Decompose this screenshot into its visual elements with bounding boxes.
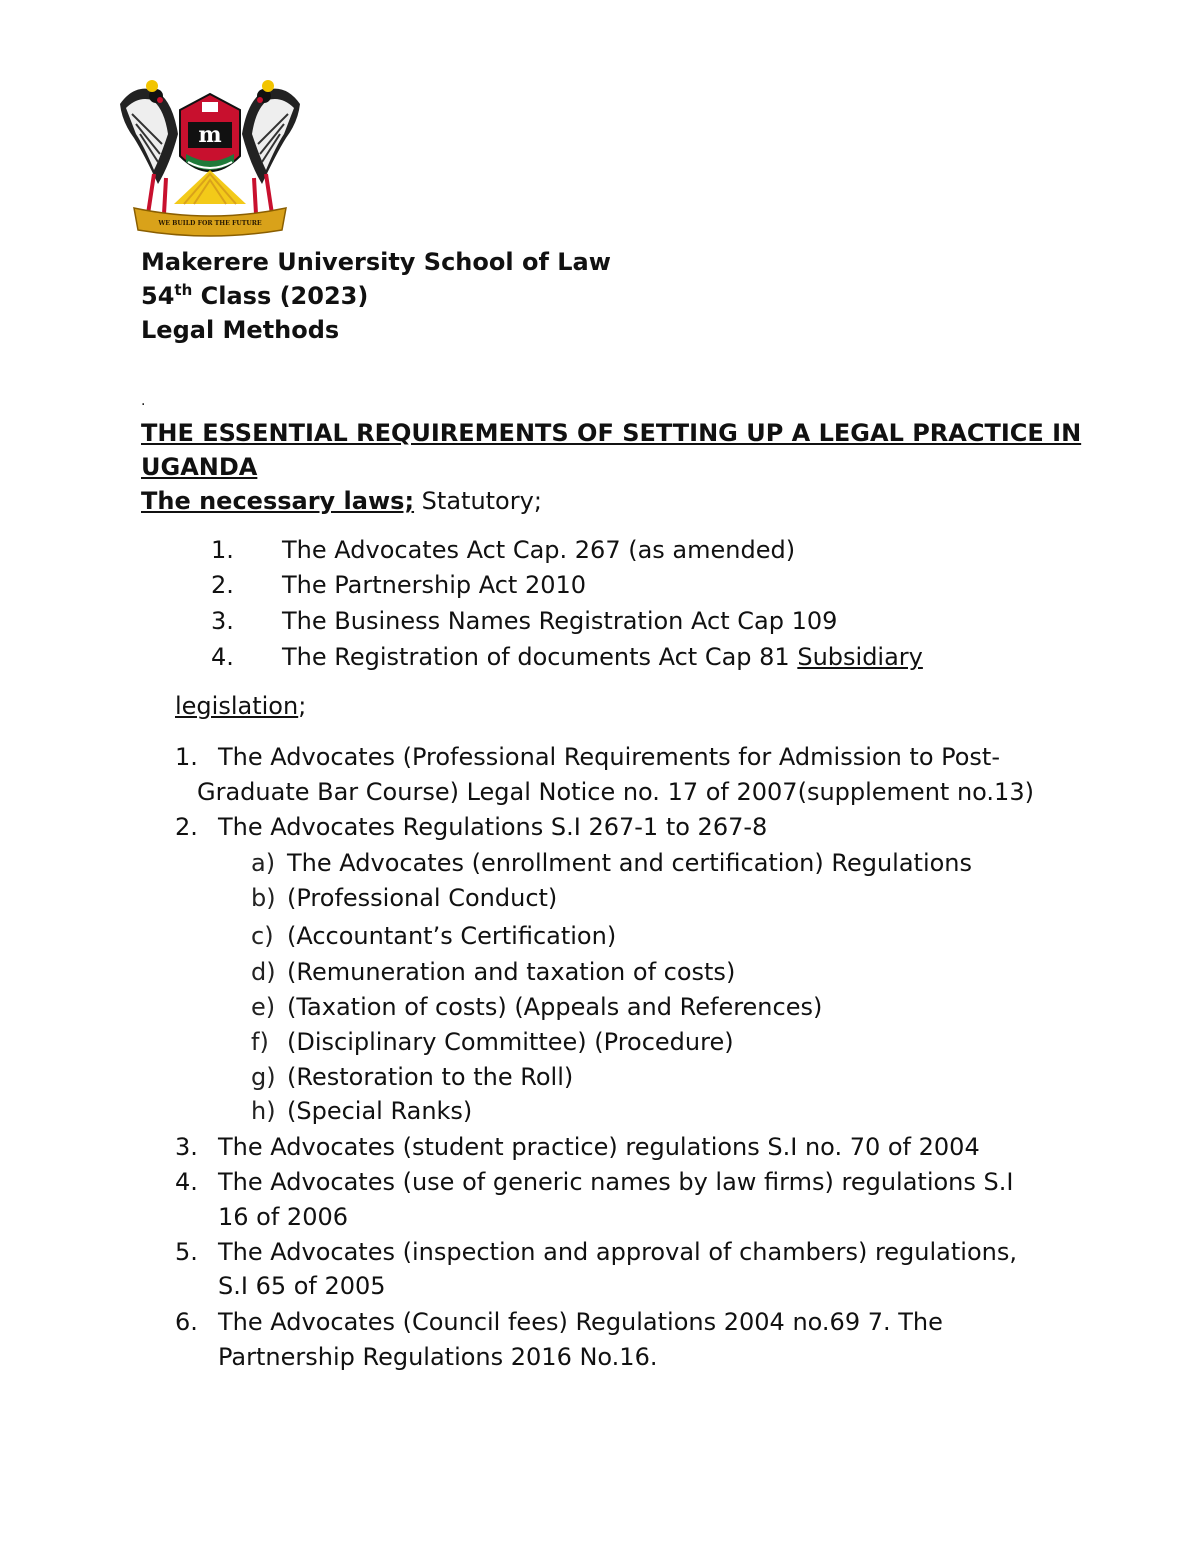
course-name: Legal Methods bbox=[141, 316, 340, 344]
document-header bbox=[141, 245, 611, 347]
stray-dot: . bbox=[141, 393, 146, 409]
subsidiary-legislation-heading: legislation; bbox=[175, 692, 307, 720]
school-name: Makerere University School of Law bbox=[141, 248, 611, 276]
class-line: 54th Class (2023) bbox=[141, 281, 369, 310]
document-page: m WE BUILD FOR THE FUTURE Makerere University School of Law 54th Class (2023) Legal Methods . THE ESSENTIAL REQUIREMENTS OF SETTING UP A LEGAL PRACTICE IN UGANDA The necessary laws; Statutory; 1. The Advocates Act Cap. 267 (as amended) 2. The Partnership Act 2010 3. The Business Names Registration Act Cap 109 4. The Registration of documents Act Cap 81 Subsidiary legislation; 1. The Advocates (Professional Requirements for Admission to Post- Graduate Bar Course) Legal Notice no. 17 of 2007(supplement no.13) 2. The Advocates Regulations S.I 267-1 to 267-8 a) The Advocates (enrollment and certification) Regulations b) (Professional Conduct) c) (Accountant’s Certification) d) (Remuneration and taxation of costs) e) (Taxation of costs) (Appeals and References) f) (Disciplinary Committee) (Procedure) g) (Restoration to the Roll) h) (Special Ranks) 3. The Advocates (student practice) regulations S.I no. 70 of 2004 4. The Advocates (use of generic names by law firms) regulations S.I 16 of 2006 5. The Advocates (inspection and approval of chambers) regulations, S.I 65 of 2005 6. The Advocates (Council fees) Regulations 2004 no.69 7. The Partnership Regulations 2016 No.16. bbox=[0, 0, 1200, 1553]
svg-text:m: m bbox=[198, 122, 222, 148]
university-crest-logo bbox=[114, 74, 306, 238]
svg-text:WE BUILD FOR THE FUTURE: WE BUILD FOR THE FUTURE bbox=[158, 220, 262, 227]
necessary-laws-heading: The necessary laws; Statutory; bbox=[141, 487, 542, 515]
document-title: THE ESSENTIAL REQUIREMENTS OF SETTING UP A LEGAL PRACTICE IN UGANDA bbox=[141, 419, 1082, 481]
